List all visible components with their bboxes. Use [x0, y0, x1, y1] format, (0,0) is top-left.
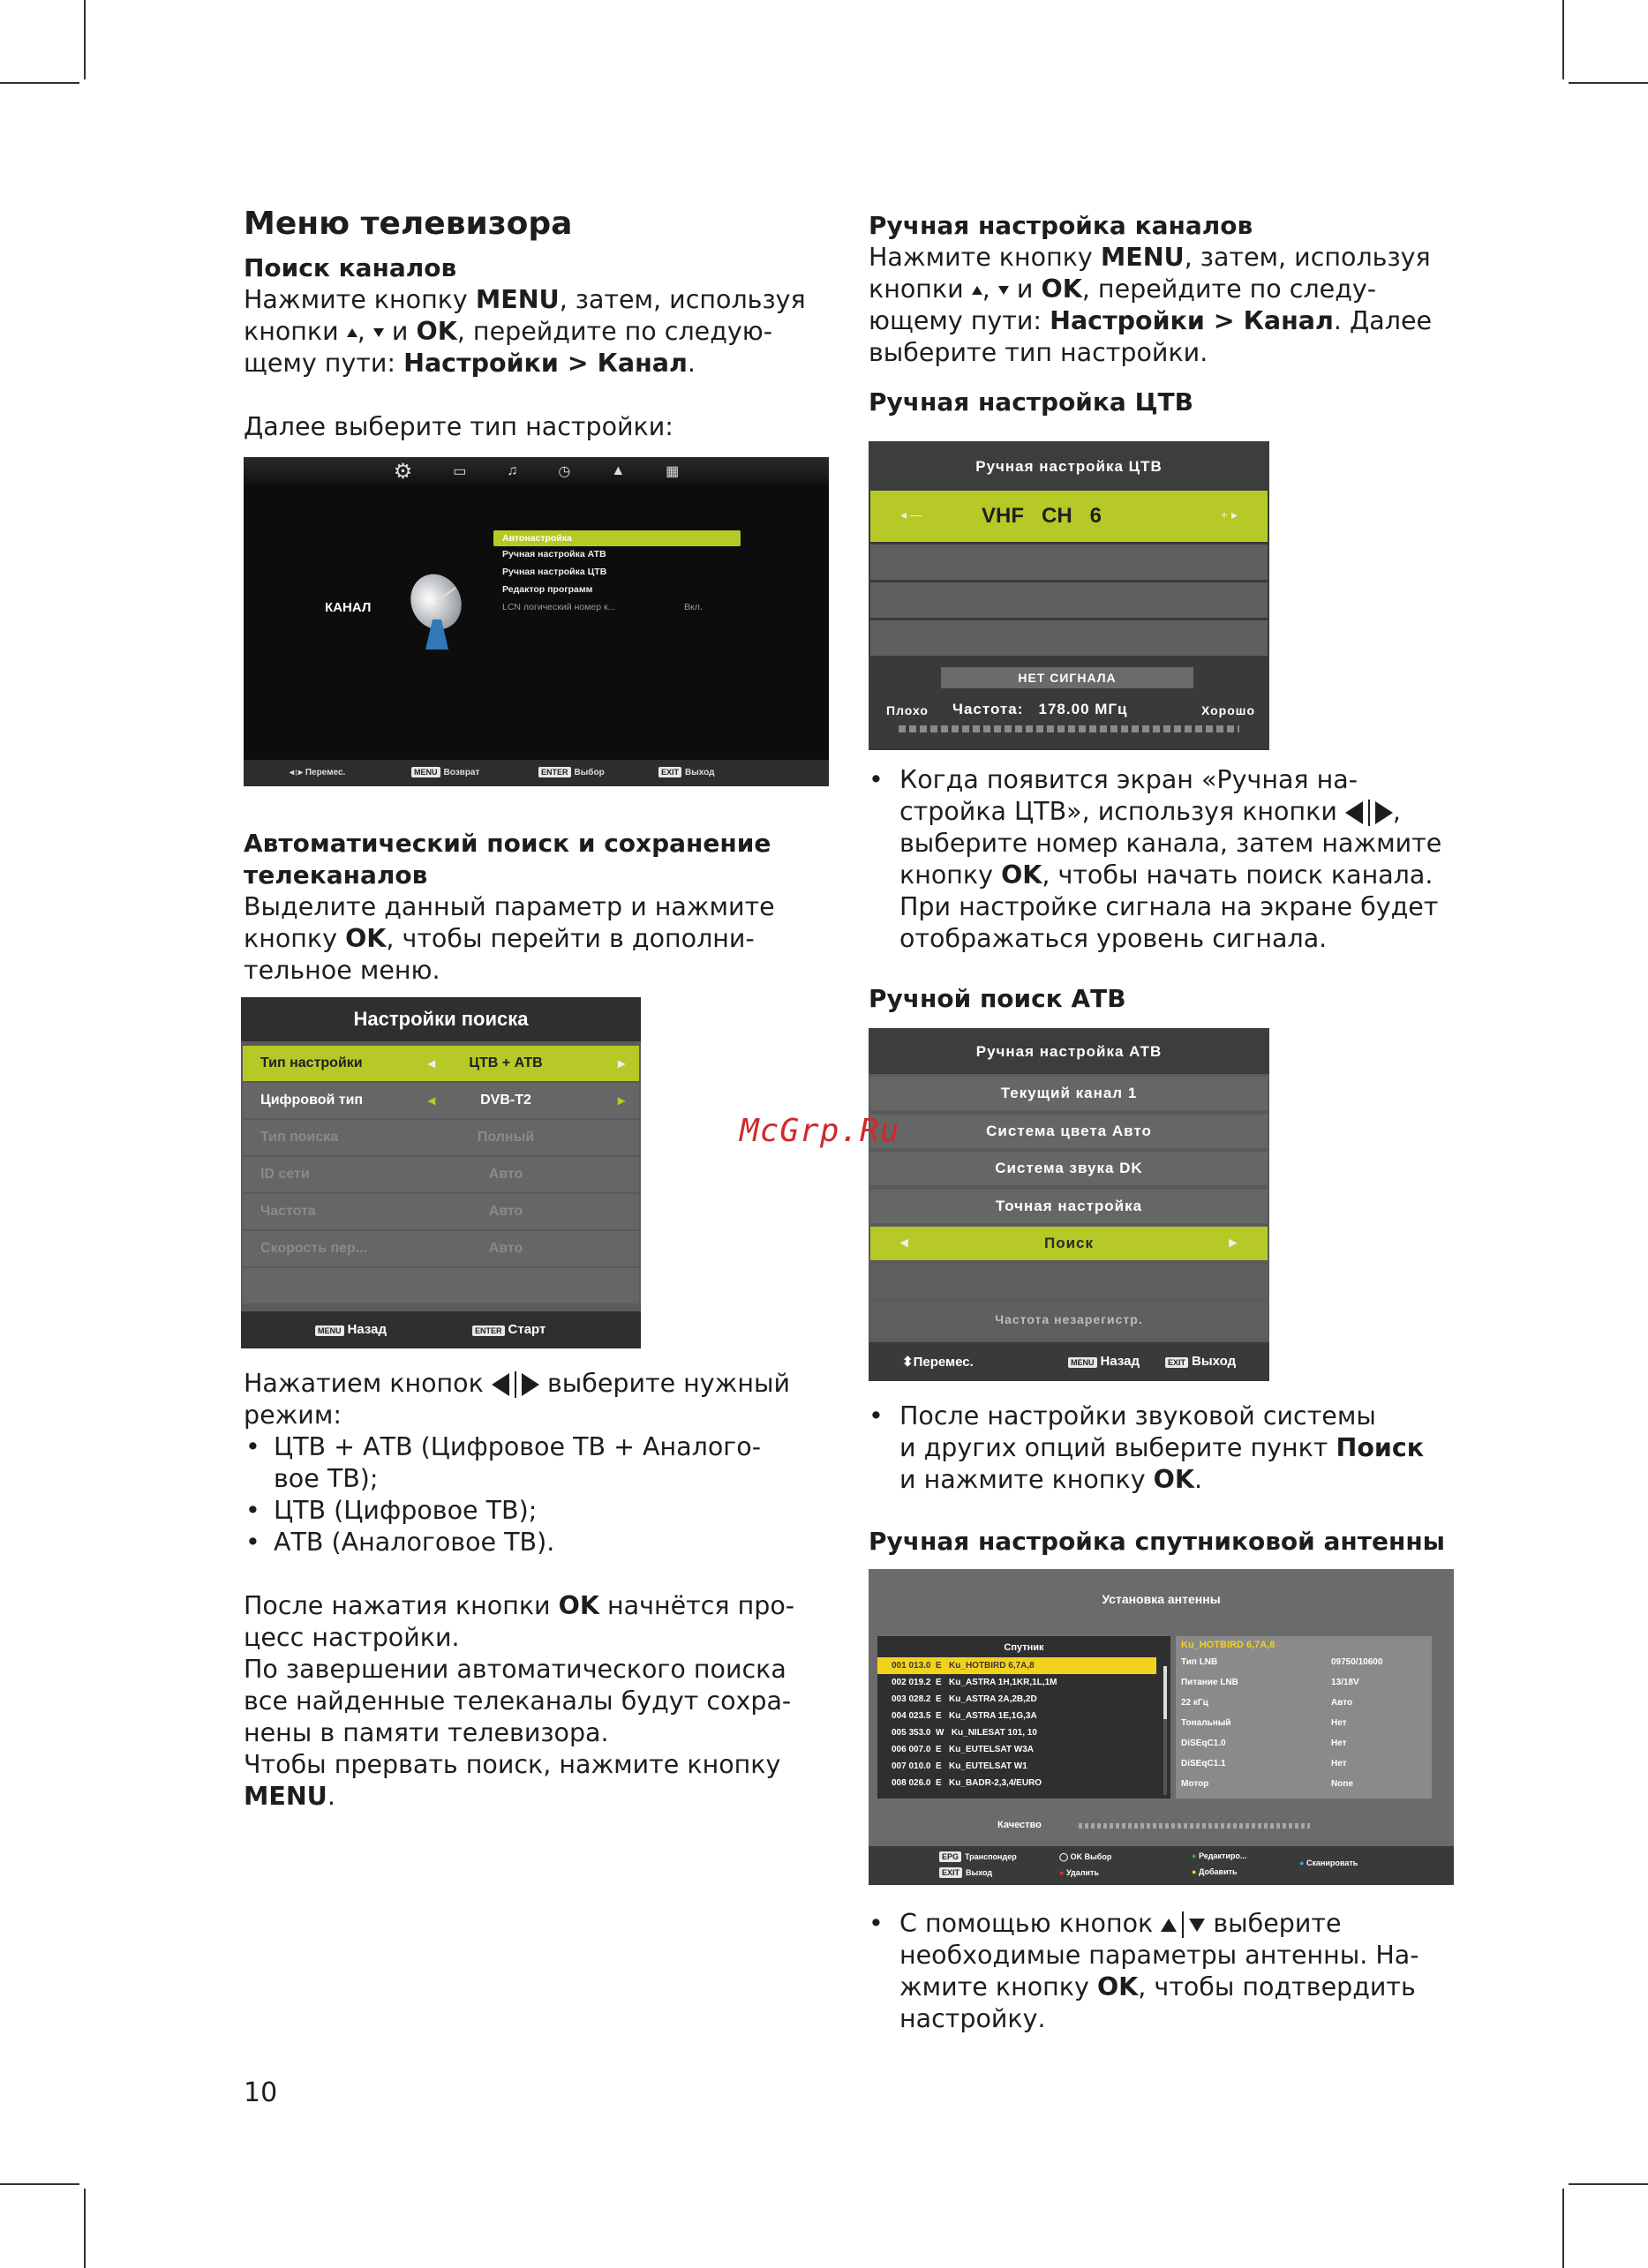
list-item: • АТВ (Аналоговое ТВ). — [244, 1527, 826, 1558]
page-title: Меню телевизора — [244, 206, 573, 242]
atv-setting-row[interactable] — [870, 1227, 1268, 1260]
back-hint: MENU Назад — [315, 1322, 387, 1337]
paragraph: Нажмите кнопку MENU, затем, используя — [869, 243, 1431, 272]
exit-hint: EXIT Выход — [658, 767, 714, 777]
menu-item-value: Вкл. — [684, 602, 703, 612]
up-arrow-icon — [1161, 1919, 1177, 1932]
param-value: 09750/10600 — [1331, 1657, 1383, 1667]
search-settings-screenshot — [241, 997, 641, 1348]
param-label: Тип LNB — [1181, 1657, 1218, 1667]
satellite-row[interactable]: 004 023.5 E Ku_ASTRA 1E,1G,3A — [892, 1711, 1037, 1721]
list-scrollbar[interactable] — [1163, 1666, 1167, 1795]
list-item: • ЦТВ (Цифровое ТВ); — [244, 1495, 826, 1527]
setting-label: Частота — [260, 1204, 316, 1219]
channel-settings-icon: ⚙ — [393, 459, 413, 484]
antenna-setup-screenshot — [869, 1569, 1454, 1885]
paragraph: кнопку OK, чтобы перейти в дополни- — [244, 924, 755, 953]
picture-icon: ▭ — [453, 464, 467, 479]
search-setting-row[interactable] — [243, 1083, 639, 1118]
dialog-title: Ручная настройка ЦТВ — [869, 441, 1269, 491]
page-number: 10 — [244, 2077, 278, 2108]
right-arrow-icon[interactable]: + ▸ — [1220, 507, 1238, 522]
paragraph: нены в памяти телевизора. — [244, 1718, 609, 1747]
signal-level-bar — [899, 725, 1239, 732]
satellite-row[interactable]: 002 019.2 E Ku_ASTRA 1H,1KR,1L,1M — [892, 1678, 1057, 1687]
satellite-dish-icon — [406, 570, 470, 651]
ok-icon: ◯ — [1059, 1852, 1069, 1861]
paragraph: Нажмите кнопку MENU, затем, используя — [244, 285, 806, 314]
down-arrow-icon — [373, 328, 384, 337]
param-label: Тональный — [1181, 1718, 1231, 1728]
setting-value: DVB-T2 — [480, 1093, 531, 1108]
top-icon-bar — [244, 457, 829, 485]
empty-row — [243, 1268, 639, 1303]
menu-item[interactable]: Редактор программ — [502, 584, 593, 595]
dtv-bullet — [869, 764, 1451, 1015]
footer-bar — [244, 760, 829, 786]
setting-value: Полный — [477, 1130, 535, 1145]
selected-satellite: Ku_HOTBIRD 6,7A,8 — [1181, 1640, 1276, 1650]
paragraph: По завершении автоматического поиска — [244, 1655, 786, 1684]
sat-bullet — [869, 1908, 1451, 2035]
start-hint: ENTER Старт — [472, 1322, 546, 1337]
param-value: 13/18V — [1331, 1678, 1359, 1687]
section-title-auto: Автоматический поиск и сохранение — [244, 829, 771, 858]
setting-label: Тип поиска — [260, 1130, 339, 1145]
search-setting-row — [243, 1194, 639, 1229]
down-arrow-icon — [998, 286, 1009, 295]
section-title-atv: Ручной поиск АТВ — [869, 984, 1126, 1013]
exit-hint: EXIT Выход — [939, 1867, 992, 1878]
param-row[interactable] — [1176, 1674, 1432, 1694]
transponder-hint: EPG Транспондер — [939, 1851, 1017, 1862]
yellow-button-icon: ● — [1192, 1867, 1197, 1876]
edit-hint: ● Редактиро... — [1192, 1851, 1247, 1860]
right-arrow-icon[interactable]: ▸ — [617, 1056, 625, 1071]
crop-mark — [84, 2189, 86, 2268]
green-button-icon: ● — [1192, 1851, 1197, 1860]
search-setting-row — [243, 1157, 639, 1192]
setting-value: Авто — [488, 1241, 523, 1256]
param-row[interactable] — [1176, 1735, 1432, 1755]
list-item: • ЦТВ + АТВ (Цифровое ТВ + Аналого- вое ТВ); — [244, 1431, 826, 1495]
quality-label: Качество — [997, 1820, 1042, 1830]
paragraph: выберите тип настройки. — [869, 338, 1208, 367]
delete-hint: ● Удалить — [1059, 1868, 1099, 1877]
crop-mark — [1562, 0, 1564, 79]
move-hint: ◂↕▸ Перемес. — [290, 768, 346, 777]
dialog-title: Настройки поиска — [241, 997, 641, 1041]
paragraph: цесс настройки. — [244, 1623, 460, 1652]
select-hint: ENTER Выбор — [538, 767, 605, 777]
search-setting-row — [243, 1231, 639, 1266]
param-row[interactable] — [1176, 1755, 1432, 1776]
atv-setting-row[interactable] — [870, 1077, 1268, 1110]
setting-value: Авто — [488, 1204, 523, 1219]
param-label: DiSEqC1.1 — [1181, 1759, 1226, 1769]
menu-item[interactable]: Ручная настройка АТВ — [502, 549, 606, 559]
param-label: Питание LNB — [1181, 1678, 1238, 1687]
search-setting-row[interactable] — [243, 1046, 639, 1081]
footer-bar — [241, 1311, 641, 1348]
param-label: DiSEqC1.0 — [1181, 1739, 1226, 1748]
param-value: None — [1331, 1779, 1353, 1789]
menu-item[interactable]: Автонастройка — [493, 530, 741, 546]
setting-label: ID сети — [260, 1167, 310, 1182]
crop-mark — [1569, 2183, 1648, 2185]
up-down-icon: ⬍ — [902, 1355, 914, 1370]
atv-manual-screenshot — [869, 1028, 1269, 1381]
param-label: 22 кГц — [1181, 1698, 1208, 1708]
paragraph: Выделите данный параметр и нажмите — [244, 892, 775, 921]
empty-row — [870, 544, 1268, 580]
move-hint: ⬍Перемес. — [902, 1355, 974, 1370]
crop-mark — [0, 82, 79, 84]
left-arrow-icon[interactable]: ◂ — [428, 1056, 436, 1071]
signal-good-label: Хорошо — [1200, 703, 1255, 717]
scan-hint: ● Сканировать — [1299, 1859, 1358, 1867]
menu-item[interactable]: Ручная настройка ЦТВ — [502, 567, 607, 577]
atv-bullet — [869, 1401, 1451, 1558]
status-row: Частота незарегистр. — [870, 1301, 1268, 1338]
red-button-icon: ● — [1059, 1868, 1065, 1877]
paragraph: тельное меню. — [244, 956, 440, 985]
watermark: McGrp.Ru — [740, 1113, 900, 1149]
satellite-row[interactable]: 001 013.0 E Ku_HOTBIRD 6,7A,8 — [877, 1657, 1156, 1674]
row-label: Текущий канал 1 — [1000, 1085, 1138, 1101]
right-arrow-icon — [1375, 801, 1393, 824]
paragraph: кнопки , и OK, перейдите по следую- — [244, 317, 773, 346]
satellite-row[interactable]: 003 028.2 E Ku_ASTRA 2A,2B,2D — [892, 1694, 1037, 1704]
satellite-params — [1176, 1636, 1432, 1799]
paragraph: ющему пути: Настройки > Канал. Далее — [869, 306, 1433, 335]
lock-icon: ▲ — [611, 463, 626, 478]
down-arrow-icon — [1189, 1919, 1205, 1932]
left-arrow-icon — [492, 1373, 509, 1396]
param-value: Нет — [1331, 1759, 1347, 1769]
dtv-manual-screenshot — [869, 441, 1269, 750]
up-arrow-icon — [347, 328, 357, 337]
footer-bar — [869, 1846, 1454, 1885]
mode-list — [244, 1431, 826, 1558]
left-arrow-icon[interactable]: ◂ — [428, 1093, 436, 1108]
param-value: Нет — [1331, 1739, 1347, 1748]
blue-button-icon: ● — [1299, 1859, 1305, 1867]
satellite-list — [877, 1636, 1170, 1799]
channel-selector[interactable] — [870, 491, 1268, 542]
section-title-manual: Ручная настройка каналов — [869, 211, 1253, 240]
auto-search-section — [244, 828, 826, 987]
satellite-row[interactable]: 008 026.0 E Ku_BADR-2,3,4/EURO — [892, 1778, 1042, 1788]
row-label: Точная настройка — [995, 1197, 1143, 1214]
param-row[interactable] — [1176, 1776, 1432, 1796]
param-value: Нет — [1331, 1718, 1347, 1728]
dialog-title: Ручная настройка АТВ — [869, 1028, 1269, 1074]
param-row[interactable] — [1176, 1715, 1432, 1735]
setting-label: Цифровой тип — [260, 1093, 364, 1108]
paragraph: кнопки , и OK, перейдите по следу- — [869, 274, 1377, 304]
right-arrow-icon[interactable]: ▸ — [617, 1093, 625, 1108]
section-title-search: Поиск каналов — [244, 253, 457, 282]
section-title-satellite: Ручная настройка спутниковой антенны — [869, 1527, 1445, 1556]
frequency-label: Частота: 178.00 МГц — [952, 701, 1128, 717]
setting-value: ЦТВ + АТВ — [469, 1055, 543, 1070]
right-column — [869, 203, 1451, 418]
empty-row — [870, 620, 1268, 656]
row-label: Система цвета Авто — [986, 1122, 1152, 1139]
paragraph: Чтобы прервать поиск, нажмите кнопку — [244, 1750, 781, 1779]
paragraph: все найденные телеканалы будут сохра- — [244, 1686, 792, 1716]
paragraph: режим: — [244, 1401, 342, 1430]
left-arrow-icon[interactable]: ◂ — [900, 1234, 909, 1250]
no-signal-badge: НЕТ СИГНАЛА — [941, 667, 1193, 688]
mode-section — [244, 1368, 826, 1813]
paragraph: щему пути: Настройки > Канал. — [244, 349, 696, 378]
param-row[interactable] — [1176, 1654, 1432, 1674]
channel-value: VHF CH 6 — [982, 504, 1102, 528]
atv-setting-row[interactable] — [870, 1152, 1268, 1185]
quality-bar — [1079, 1823, 1310, 1829]
right-arrow-icon[interactable]: ▸ — [1229, 1234, 1238, 1250]
param-label: Мотор — [1181, 1779, 1209, 1789]
time-icon: ◷ — [558, 464, 571, 479]
dialog-title: Установка антенны — [1102, 1592, 1221, 1606]
add-hint: ● Добавить — [1192, 1867, 1238, 1876]
param-row[interactable] — [1176, 1694, 1432, 1715]
empty-row — [870, 1265, 1268, 1298]
satellite-row[interactable]: 007 010.0 E Ku_EUTELSAT W1 — [892, 1761, 1027, 1771]
list-item: • С помощью кнопок выберите необходимые параметры антенны. На- жмите кнопку OK, чтобы подтвердить настройку. — [869, 1908, 1451, 2035]
paragraph: MENU. — [244, 1782, 335, 1811]
options-icon: ▦ — [666, 464, 680, 479]
row-label: Поиск — [1043, 1235, 1095, 1251]
left-column — [244, 203, 826, 443]
paragraph: Далее выберите тип настройки: — [244, 412, 673, 441]
up-arrow-icon — [972, 286, 982, 295]
menu-item[interactable]: LCN логический номер к... — [502, 602, 616, 612]
atv-setting-row[interactable] — [870, 1115, 1268, 1148]
empty-row — [870, 582, 1268, 618]
list-header: Спутник — [1004, 1642, 1044, 1653]
setting-label: Скорость пер... — [260, 1241, 368, 1256]
paragraph: Нажатием кнопок выберите нужный — [244, 1369, 790, 1398]
exit-hint: EXIT Выход — [1165, 1354, 1236, 1369]
row-label: Система звука DK — [995, 1160, 1143, 1176]
sound-icon: ♫ — [507, 463, 518, 478]
menu-label: КАНАЛ — [325, 600, 372, 615]
crop-mark — [0, 2183, 79, 2185]
signal-bad-label: Плохо — [886, 703, 929, 717]
back-hint: MENU Возврат — [411, 767, 479, 777]
satellite-row[interactable]: 005 353.0 W Ku_NILESAT 101, 10 — [892, 1728, 1037, 1738]
paragraph: После нажатия кнопки OK начнётся про- — [244, 1591, 795, 1620]
list-item: • После настройки звуковой системы и других опций выберите пункт Поиск и нажмите кнопку OK. — [869, 1401, 1451, 1496]
section-title-auto-2: телеканалов — [244, 860, 428, 890]
satellite-row[interactable]: 006 007.0 E Ku_EUTELSAT W3A — [892, 1745, 1034, 1754]
search-setting-row — [243, 1120, 639, 1155]
crop-mark — [1562, 2189, 1564, 2268]
select-hint: ◯ OK Выбор — [1059, 1852, 1112, 1861]
left-arrow-icon — [1345, 801, 1363, 824]
crop-mark — [84, 0, 86, 79]
list-item: • Когда появится экран «Ручная на- стройка ЦТВ», используя кнопки , выберите номер канала, затем нажмите кнопку OK, чтобы начать поиск канала. При настройке сигнала на экране будет отображаться уровень сигнала. — [869, 764, 1451, 955]
channel-menu-screenshot — [244, 457, 829, 786]
footer-bar — [869, 1342, 1269, 1381]
left-arrow-icon[interactable]: ◂ — — [900, 507, 922, 522]
crop-mark — [1569, 82, 1648, 84]
setting-label: Тип настройки — [260, 1055, 363, 1070]
nav-arrows-icon: ◂↕▸ — [290, 768, 304, 777]
right-arrow-icon — [522, 1373, 539, 1396]
param-value: Авто — [1331, 1698, 1353, 1708]
atv-setting-row[interactable] — [870, 1190, 1268, 1223]
section-title-dtv: Ручная настройка ЦТВ — [869, 387, 1193, 417]
back-hint: MENU Назад — [1068, 1354, 1140, 1369]
setting-value: Авто — [488, 1167, 523, 1182]
